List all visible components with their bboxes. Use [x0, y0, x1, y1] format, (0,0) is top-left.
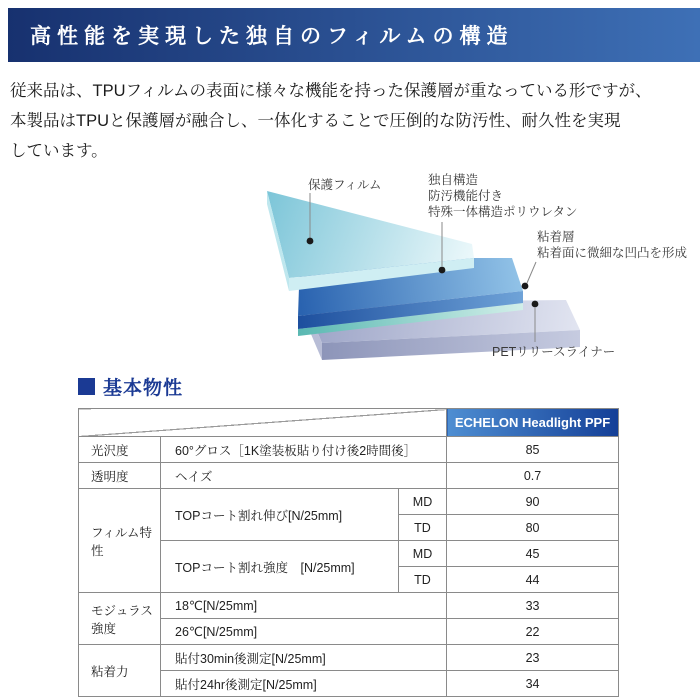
- value-cell: 90: [447, 489, 619, 515]
- value-cell: 34: [447, 671, 619, 697]
- intro-line: 本製品はTPUと保護層が融合し、一体化することで圧倒的な防汚性、耐久性を実現: [10, 112, 621, 130]
- anchor-dot: [522, 283, 529, 290]
- anchor-dot: [439, 267, 446, 274]
- label-unique-structure: 独自構造: [428, 173, 479, 187]
- label-protective-film: 保護フィルム: [308, 178, 382, 192]
- intro-line: しています。: [10, 142, 108, 160]
- test-cell: 貼付24hr後測定[N/25mm]: [161, 671, 447, 697]
- category-cell: モジュラス強度: [79, 593, 161, 645]
- direction-cell: MD: [399, 489, 447, 515]
- test-cell: 貼付30min後測定[N/25mm]: [161, 645, 447, 671]
- table-row: [79, 645, 619, 671]
- direction-cell: TD: [399, 515, 447, 541]
- label-antifouling: 防汚機能付き: [428, 189, 504, 203]
- value-cell: 45: [447, 541, 619, 567]
- category-cell: 透明度: [79, 463, 161, 489]
- category-cell: フィルム特性: [79, 489, 161, 593]
- film-structure-diagram: [215, 163, 695, 378]
- value-cell: 33: [447, 593, 619, 619]
- table-row: [79, 489, 619, 515]
- leader-line: [527, 262, 536, 283]
- value-cell: 22: [447, 619, 619, 645]
- label-pet-liner: PETリリースライナー: [492, 345, 616, 359]
- test-cell: 18℃[N/25mm]: [161, 593, 447, 619]
- table-row: [79, 437, 619, 463]
- direction-cell: TD: [399, 567, 447, 593]
- direction-cell: MD: [399, 541, 447, 567]
- header-banner: [8, 8, 700, 62]
- anchor-dot: [532, 301, 539, 308]
- table-row: [79, 463, 619, 489]
- value-cell: 80: [447, 515, 619, 541]
- category-cell: 粘着力: [79, 645, 161, 697]
- label-adhesive-detail: 粘着面に微細な凹凸を形成: [537, 246, 688, 260]
- intro-line: 従来品は、TPUフィルムの表面に様々な機能を持った保護層が重なっている形ですが、: [10, 82, 652, 100]
- intro-paragraph: [10, 76, 694, 166]
- basic-properties-table: [78, 408, 619, 697]
- value-cell: 44: [447, 567, 619, 593]
- test-cell: 26℃[N/25mm]: [161, 619, 447, 645]
- test-cell: 60°グロス［1K塗装板貼り付け後2時間後］: [161, 437, 447, 463]
- label-adhesive-layer: 粘着層: [537, 230, 575, 244]
- anchor-dot: [307, 238, 314, 245]
- section-heading: [78, 373, 183, 400]
- section-square-icon: [78, 378, 95, 395]
- table-row: [79, 593, 619, 619]
- table-header-row: [79, 409, 619, 437]
- test-cell: ヘイズ: [161, 463, 447, 489]
- test-cell: TOPコート割れ伸び[N/25mm]: [161, 489, 399, 541]
- page-title: 高性能を実現した独自のフィルムの構造: [30, 24, 514, 48]
- test-cell: TOPコート割れ強度 [N/25mm]: [161, 541, 399, 593]
- value-cell: 0.7: [447, 463, 619, 489]
- category-cell: 光沢度: [79, 437, 161, 463]
- value-cell: 85: [447, 437, 619, 463]
- product-header-cell: ECHELON Headlight PPF: [447, 409, 619, 437]
- value-cell: 23: [447, 645, 619, 671]
- label-polyurethane: 特殊一体構造ポリウレタン: [428, 205, 578, 219]
- diagonal-header-cell: [79, 409, 447, 437]
- section-title: 基本物性: [103, 378, 184, 399]
